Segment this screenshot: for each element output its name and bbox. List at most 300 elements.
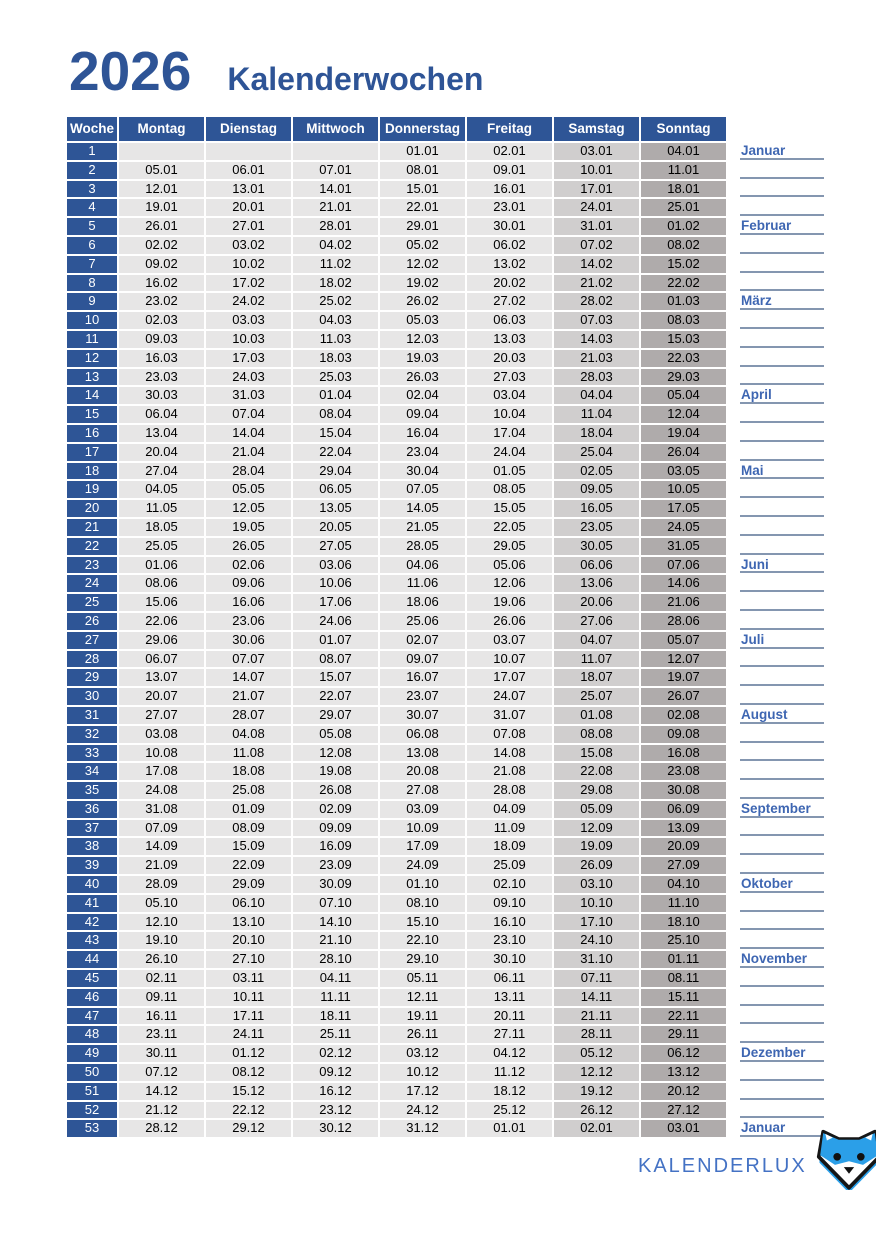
date-cell: 15.08: [554, 745, 639, 762]
date-cell: 18.12: [467, 1083, 552, 1100]
date-cell: 09.04: [380, 406, 465, 423]
date-cell: 17.04: [467, 425, 552, 442]
date-cell: 13.11: [467, 989, 552, 1006]
date-cell: 30.05: [554, 538, 639, 555]
date-cell: 05.12: [554, 1045, 639, 1062]
date-cell: 26.10: [119, 951, 204, 968]
month-label: November: [740, 951, 824, 968]
month-line: [740, 838, 824, 855]
week-number: 15: [67, 406, 117, 423]
table-row: [67, 425, 824, 442]
date-cell: 25.01: [641, 199, 726, 216]
date-cell: 05.03: [380, 312, 465, 329]
date-cell: 21.09: [119, 857, 204, 874]
date-cell: 03.04: [467, 387, 552, 404]
date-cell: 03.05: [641, 463, 726, 480]
date-cell: 10.04: [467, 406, 552, 423]
week-number: 40: [67, 876, 117, 893]
week-number: 16: [67, 425, 117, 442]
date-cell: 11.04: [554, 406, 639, 423]
date-cell: 27.05: [293, 538, 378, 555]
date-cell: 09.09: [293, 820, 378, 837]
week-number: 28: [67, 651, 117, 668]
date-cell: 01.06: [119, 557, 204, 574]
week-number: 5: [67, 218, 117, 235]
date-cell: 21.06: [641, 594, 726, 611]
month-line: [740, 256, 824, 273]
date-cell: 10.12: [380, 1064, 465, 1081]
date-cell: 03.10: [554, 876, 639, 893]
calendar-table: [67, 117, 824, 1139]
date-cell: 20.09: [641, 838, 726, 855]
month-label: April: [740, 387, 824, 404]
week-number: 48: [67, 1026, 117, 1043]
month-line: [740, 425, 824, 442]
date-cell: 07.04: [206, 406, 291, 423]
date-cell: 08.10: [380, 895, 465, 912]
date-cell: 06.05: [293, 481, 378, 498]
date-cell: 05.07: [641, 632, 726, 649]
date-cell: 01.08: [554, 707, 639, 724]
date-cell: 11.12: [467, 1064, 552, 1081]
date-cell: 10.01: [554, 162, 639, 179]
date-cell: 10.08: [119, 745, 204, 762]
date-cell: 06.10: [206, 895, 291, 912]
date-cell: 14.06: [641, 575, 726, 592]
column-header-sonntag: Sonntag: [641, 117, 726, 141]
date-cell: 24.12: [380, 1102, 465, 1119]
week-number: 51: [67, 1083, 117, 1100]
date-cell: 18.04: [554, 425, 639, 442]
date-cell: 03.06: [293, 557, 378, 574]
date-cell: 25.08: [206, 782, 291, 799]
month-line: [740, 1064, 824, 1081]
date-cell: 21.01: [293, 199, 378, 216]
week-number: 52: [67, 1102, 117, 1119]
date-cell: 27.03: [467, 369, 552, 386]
date-cell: 09.06: [206, 575, 291, 592]
month-line: [740, 519, 824, 536]
date-cell: 10.06: [293, 575, 378, 592]
date-cell: 14.04: [206, 425, 291, 442]
date-cell: 12.11: [380, 989, 465, 1006]
date-cell: 16.09: [293, 838, 378, 855]
date-cell: [119, 143, 204, 160]
date-cell: 14.03: [554, 331, 639, 348]
date-cell: 25.10: [641, 932, 726, 949]
week-number: 19: [67, 481, 117, 498]
month-line: [740, 350, 824, 367]
week-number: 12: [67, 350, 117, 367]
date-cell: 08.05: [467, 481, 552, 498]
date-cell: 21.02: [554, 275, 639, 292]
date-cell: 25.06: [380, 613, 465, 630]
date-cell: 13.05: [293, 500, 378, 517]
date-cell: 15.01: [380, 181, 465, 198]
month-line: [740, 275, 824, 292]
date-cell: 07.01: [293, 162, 378, 179]
week-number: 53: [67, 1120, 117, 1137]
date-cell: 19.11: [380, 1008, 465, 1025]
week-number: 20: [67, 500, 117, 517]
week-number: 14: [67, 387, 117, 404]
column-header-samstag: Samstag: [554, 117, 639, 141]
table-row: [67, 369, 824, 386]
date-cell: 16.10: [467, 914, 552, 931]
date-cell: 07.06: [641, 557, 726, 574]
date-cell: 20.04: [119, 444, 204, 461]
month-line: [740, 538, 824, 555]
date-cell: 29.11: [641, 1026, 726, 1043]
date-cell: 13.04: [119, 425, 204, 442]
date-cell: 26.07: [641, 688, 726, 705]
column-header-dienstag: Dienstag: [206, 117, 291, 141]
date-cell: 16.01: [467, 181, 552, 198]
column-header-montag: Montag: [119, 117, 204, 141]
date-cell: 15.11: [641, 989, 726, 1006]
date-cell: 02.03: [119, 312, 204, 329]
date-cell: 11.01: [641, 162, 726, 179]
table-row: [67, 387, 824, 404]
date-cell: 29.09: [206, 876, 291, 893]
date-cell: [206, 143, 291, 160]
date-cell: 26.05: [206, 538, 291, 555]
date-cell: 30.06: [206, 632, 291, 649]
date-cell: 02.10: [467, 876, 552, 893]
date-cell: 27.07: [119, 707, 204, 724]
date-cell: 22.06: [119, 613, 204, 630]
date-cell: 28.11: [554, 1026, 639, 1043]
table-row: [67, 312, 824, 329]
table-row: [67, 406, 824, 423]
date-cell: 11.09: [467, 820, 552, 837]
date-cell: 02.08: [641, 707, 726, 724]
date-cell: 13.08: [380, 745, 465, 762]
month-line: [740, 726, 824, 743]
date-cell: 30.08: [641, 782, 726, 799]
table-row: [67, 895, 824, 912]
date-cell: 19.04: [641, 425, 726, 442]
table-row: [67, 651, 824, 668]
date-cell: 21.04: [206, 444, 291, 461]
date-cell: 29.01: [380, 218, 465, 235]
date-cell: 05.01: [119, 162, 204, 179]
date-cell: 21.10: [293, 932, 378, 949]
week-number: 45: [67, 970, 117, 987]
date-cell: 21.07: [206, 688, 291, 705]
date-cell: 24.03: [206, 369, 291, 386]
month-label: Januar: [740, 143, 824, 160]
date-cell: 26.06: [467, 613, 552, 630]
table-row: [67, 500, 824, 517]
month-label: Dezember: [740, 1045, 824, 1062]
date-cell: 24.01: [554, 199, 639, 216]
date-cell: 31.05: [641, 538, 726, 555]
date-cell: 31.07: [467, 707, 552, 724]
date-cell: 22.12: [206, 1102, 291, 1119]
date-cell: 07.05: [380, 481, 465, 498]
week-number: 36: [67, 801, 117, 818]
date-cell: 02.07: [380, 632, 465, 649]
date-cell: 06.11: [467, 970, 552, 987]
date-cell: 23.12: [293, 1102, 378, 1119]
logo-text: KALENDERLUX: [638, 1155, 807, 1177]
date-cell: 21.12: [119, 1102, 204, 1119]
month-line: [740, 782, 824, 799]
table-row: [67, 218, 824, 235]
month-line: [740, 500, 824, 517]
date-cell: 12.05: [206, 500, 291, 517]
date-cell: 05.11: [380, 970, 465, 987]
date-cell: 17.08: [119, 763, 204, 780]
date-cell: 09.08: [641, 726, 726, 743]
date-cell: 24.08: [119, 782, 204, 799]
date-cell: [293, 143, 378, 160]
date-cell: 13.03: [467, 331, 552, 348]
month-label: Juni: [740, 557, 824, 574]
date-cell: 22.03: [641, 350, 726, 367]
date-cell: 27.10: [206, 951, 291, 968]
date-cell: 14.08: [467, 745, 552, 762]
date-cell: 01.11: [641, 951, 726, 968]
date-cell: 01.02: [641, 218, 726, 235]
week-number: 39: [67, 857, 117, 874]
week-number: 21: [67, 519, 117, 536]
table-row: [67, 181, 824, 198]
date-cell: 29.10: [380, 951, 465, 968]
date-cell: 17.07: [467, 669, 552, 686]
date-cell: 29.04: [293, 463, 378, 480]
month-line: [740, 857, 824, 874]
date-cell: 13.12: [641, 1064, 726, 1081]
date-cell: 12.01: [119, 181, 204, 198]
date-cell: 12.08: [293, 745, 378, 762]
date-cell: 17.01: [554, 181, 639, 198]
date-cell: 30.07: [380, 707, 465, 724]
date-cell: 23.04: [380, 444, 465, 461]
date-cell: 18.05: [119, 519, 204, 536]
date-cell: 05.02: [380, 237, 465, 254]
date-cell: 06.06: [554, 557, 639, 574]
date-cell: 19.06: [467, 594, 552, 611]
week-number: 27: [67, 632, 117, 649]
date-cell: 31.12: [380, 1120, 465, 1137]
date-cell: 28.07: [206, 707, 291, 724]
date-cell: 05.04: [641, 387, 726, 404]
date-cell: 06.04: [119, 406, 204, 423]
date-cell: 02.05: [554, 463, 639, 480]
date-cell: 28.06: [641, 613, 726, 630]
month-line: [740, 1008, 824, 1025]
date-cell: 14.07: [206, 669, 291, 686]
date-cell: 11.02: [293, 256, 378, 273]
date-cell: 25.07: [554, 688, 639, 705]
date-cell: 01.10: [380, 876, 465, 893]
date-cell: 01.01: [467, 1120, 552, 1137]
date-cell: 06.12: [641, 1045, 726, 1062]
date-cell: 15.05: [467, 500, 552, 517]
date-cell: 24.10: [554, 932, 639, 949]
date-cell: 21.05: [380, 519, 465, 536]
table-row: [67, 538, 824, 555]
date-cell: 23.08: [641, 763, 726, 780]
date-cell: 17.02: [206, 275, 291, 292]
date-cell: 13.07: [119, 669, 204, 686]
date-cell: 08.04: [293, 406, 378, 423]
date-cell: 27.08: [380, 782, 465, 799]
table-row: [67, 350, 824, 367]
date-cell: 02.09: [293, 801, 378, 818]
date-cell: 20.06: [554, 594, 639, 611]
column-header-woche: Woche: [67, 117, 117, 141]
date-cell: 08.07: [293, 651, 378, 668]
date-cell: 23.01: [467, 199, 552, 216]
date-cell: 27.06: [554, 613, 639, 630]
date-cell: 16.11: [119, 1008, 204, 1025]
table-row: [67, 594, 824, 611]
week-number: 43: [67, 932, 117, 949]
date-cell: 29.08: [554, 782, 639, 799]
table-row: [67, 1064, 824, 1081]
column-header-freitag: Freitag: [467, 117, 552, 141]
date-cell: 01.12: [206, 1045, 291, 1062]
date-cell: 07.07: [206, 651, 291, 668]
date-cell: 04.11: [293, 970, 378, 987]
date-cell: 12.09: [554, 820, 639, 837]
date-cell: 23.07: [380, 688, 465, 705]
table-row: [67, 463, 824, 480]
date-cell: 14.11: [554, 989, 639, 1006]
date-cell: 07.12: [119, 1064, 204, 1081]
date-cell: 04.01: [641, 143, 726, 160]
table-row: [67, 1045, 824, 1062]
date-cell: 19.02: [380, 275, 465, 292]
date-cell: 30.12: [293, 1120, 378, 1137]
month-label: März: [740, 293, 824, 310]
date-cell: 04.03: [293, 312, 378, 329]
date-cell: 28.08: [467, 782, 552, 799]
month-line: [740, 745, 824, 762]
date-cell: 19.12: [554, 1083, 639, 1100]
date-cell: 03.11: [206, 970, 291, 987]
date-cell: 26.11: [380, 1026, 465, 1043]
date-cell: 24.02: [206, 293, 291, 310]
date-cell: 28.01: [293, 218, 378, 235]
week-number: 10: [67, 312, 117, 329]
date-cell: 07.09: [119, 820, 204, 837]
month-label: September: [740, 801, 824, 818]
date-cell: 30.11: [119, 1045, 204, 1062]
month-line: [740, 914, 824, 931]
date-cell: 01.09: [206, 801, 291, 818]
date-cell: 25.05: [119, 538, 204, 555]
week-number: 47: [67, 1008, 117, 1025]
date-cell: 25.09: [467, 857, 552, 874]
table-row: [67, 989, 824, 1006]
date-cell: 26.04: [641, 444, 726, 461]
date-cell: 08.02: [641, 237, 726, 254]
table-row: [67, 331, 824, 348]
date-cell: 23.02: [119, 293, 204, 310]
week-number: 31: [67, 707, 117, 724]
date-cell: 15.03: [641, 331, 726, 348]
date-cell: 18.03: [293, 350, 378, 367]
date-cell: 03.03: [206, 312, 291, 329]
date-cell: 22.07: [293, 688, 378, 705]
date-cell: 12.04: [641, 406, 726, 423]
table-body: [67, 143, 824, 1137]
date-cell: 06.09: [641, 801, 726, 818]
month-line: [740, 688, 824, 705]
date-cell: 08.08: [554, 726, 639, 743]
table-row: [67, 688, 824, 705]
table-row: [67, 481, 824, 498]
year-title: 2026: [69, 40, 192, 102]
date-cell: 01.01: [380, 143, 465, 160]
date-cell: 10.07: [467, 651, 552, 668]
date-cell: 01.03: [641, 293, 726, 310]
date-cell: 17.05: [641, 500, 726, 517]
date-cell: 26.08: [293, 782, 378, 799]
date-cell: 22.08: [554, 763, 639, 780]
date-cell: 18.06: [380, 594, 465, 611]
date-cell: 29.07: [293, 707, 378, 724]
date-cell: 19.08: [293, 763, 378, 780]
date-cell: 14.05: [380, 500, 465, 517]
table-row: [67, 557, 824, 574]
date-cell: 17.06: [293, 594, 378, 611]
date-cell: 16.05: [554, 500, 639, 517]
month-line: [740, 331, 824, 348]
date-cell: 30.03: [119, 387, 204, 404]
date-cell: 27.09: [641, 857, 726, 874]
table-row: [67, 1026, 824, 1043]
date-cell: 02.02: [119, 237, 204, 254]
date-cell: 16.06: [206, 594, 291, 611]
date-cell: 27.04: [119, 463, 204, 480]
month-line: [740, 820, 824, 837]
month-label: Februar: [740, 218, 824, 235]
date-cell: 29.03: [641, 369, 726, 386]
table-row: [67, 669, 824, 686]
date-cell: 18.08: [206, 763, 291, 780]
date-cell: 15.07: [293, 669, 378, 686]
week-number: 3: [67, 181, 117, 198]
date-cell: 11.11: [293, 989, 378, 1006]
date-cell: 24.05: [641, 519, 726, 536]
date-cell: 16.12: [293, 1083, 378, 1100]
date-cell: 07.03: [554, 312, 639, 329]
date-cell: 23.10: [467, 932, 552, 949]
month-line: [740, 312, 824, 329]
date-cell: 03.01: [641, 1120, 726, 1137]
table-row: [67, 256, 824, 273]
week-number: 4: [67, 199, 117, 216]
date-cell: 09.03: [119, 331, 204, 348]
date-cell: 10.02: [206, 256, 291, 273]
date-cell: 13.10: [206, 914, 291, 931]
date-cell: 09.07: [380, 651, 465, 668]
fox-icon: [812, 1128, 876, 1190]
date-cell: 10.10: [554, 895, 639, 912]
date-cell: 26.03: [380, 369, 465, 386]
date-cell: 12.10: [119, 914, 204, 931]
date-cell: 19.07: [641, 669, 726, 686]
month-line: [740, 989, 824, 1006]
date-cell: 12.12: [554, 1064, 639, 1081]
date-cell: 18.01: [641, 181, 726, 198]
table-header-row: [67, 117, 824, 143]
